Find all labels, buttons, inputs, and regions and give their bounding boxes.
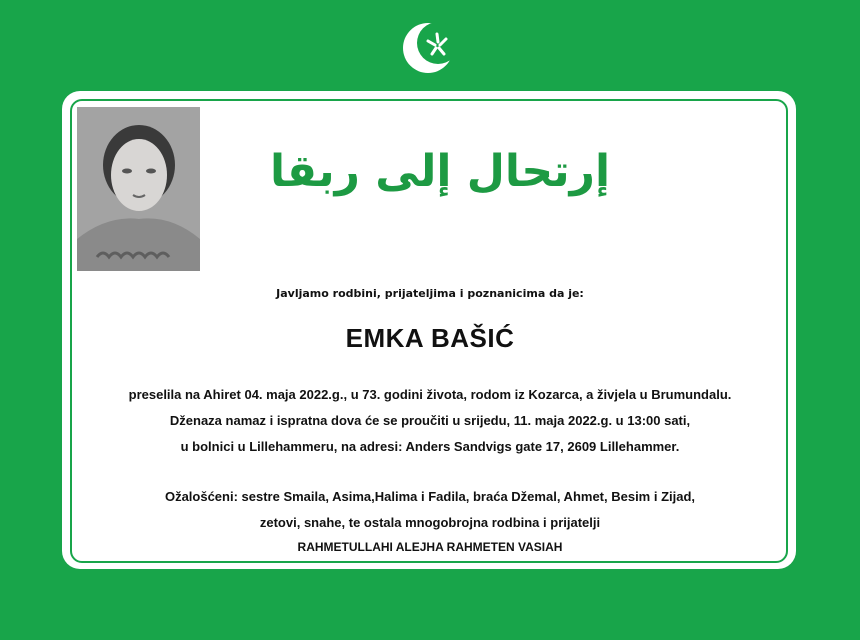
funeral-prayer-details: Dženaza namaz i ispratna dova će se proučiti u srijedu, 11. maja 2022.g. u 13:00 sati, bbox=[169, 413, 691, 428]
mourners-line-1: Ožalošćeni: sestre Smaila, Asima,Halima i Fadila, braća Džemal, Ahmet, Besim i Zijad, bbox=[164, 489, 696, 504]
mourners-line-2: zetovi, snahe, te ostala mnogobrojna rodbina i prijatelji bbox=[259, 515, 601, 530]
closing-prayer: RAHMETULLAHI ALEJHA RAHMETEN VASIAH bbox=[297, 540, 563, 554]
deceased-portrait bbox=[77, 107, 200, 271]
funeral-location: u bolnici u Lillehammeru, na adresi: Anders Sandvigs gate 17, 2609 Lillehammer. bbox=[180, 439, 680, 454]
intro-text: Javljamo rodbini, prijateljima i poznanicima da je: bbox=[276, 287, 584, 300]
arabic-calligraphy bbox=[269, 128, 611, 208]
crescent-and-star-icon bbox=[394, 12, 466, 84]
death-details: preselila na Ahiret 04. maja 2022.g., u 73. godini života, rodom iz Kozarca, a živjela u Brumundalu. bbox=[128, 387, 732, 402]
deceased-name: EMKA BAŠIĆ bbox=[345, 323, 515, 353]
calligraphy-text: إرتحال إلى ربقا bbox=[269, 146, 611, 197]
